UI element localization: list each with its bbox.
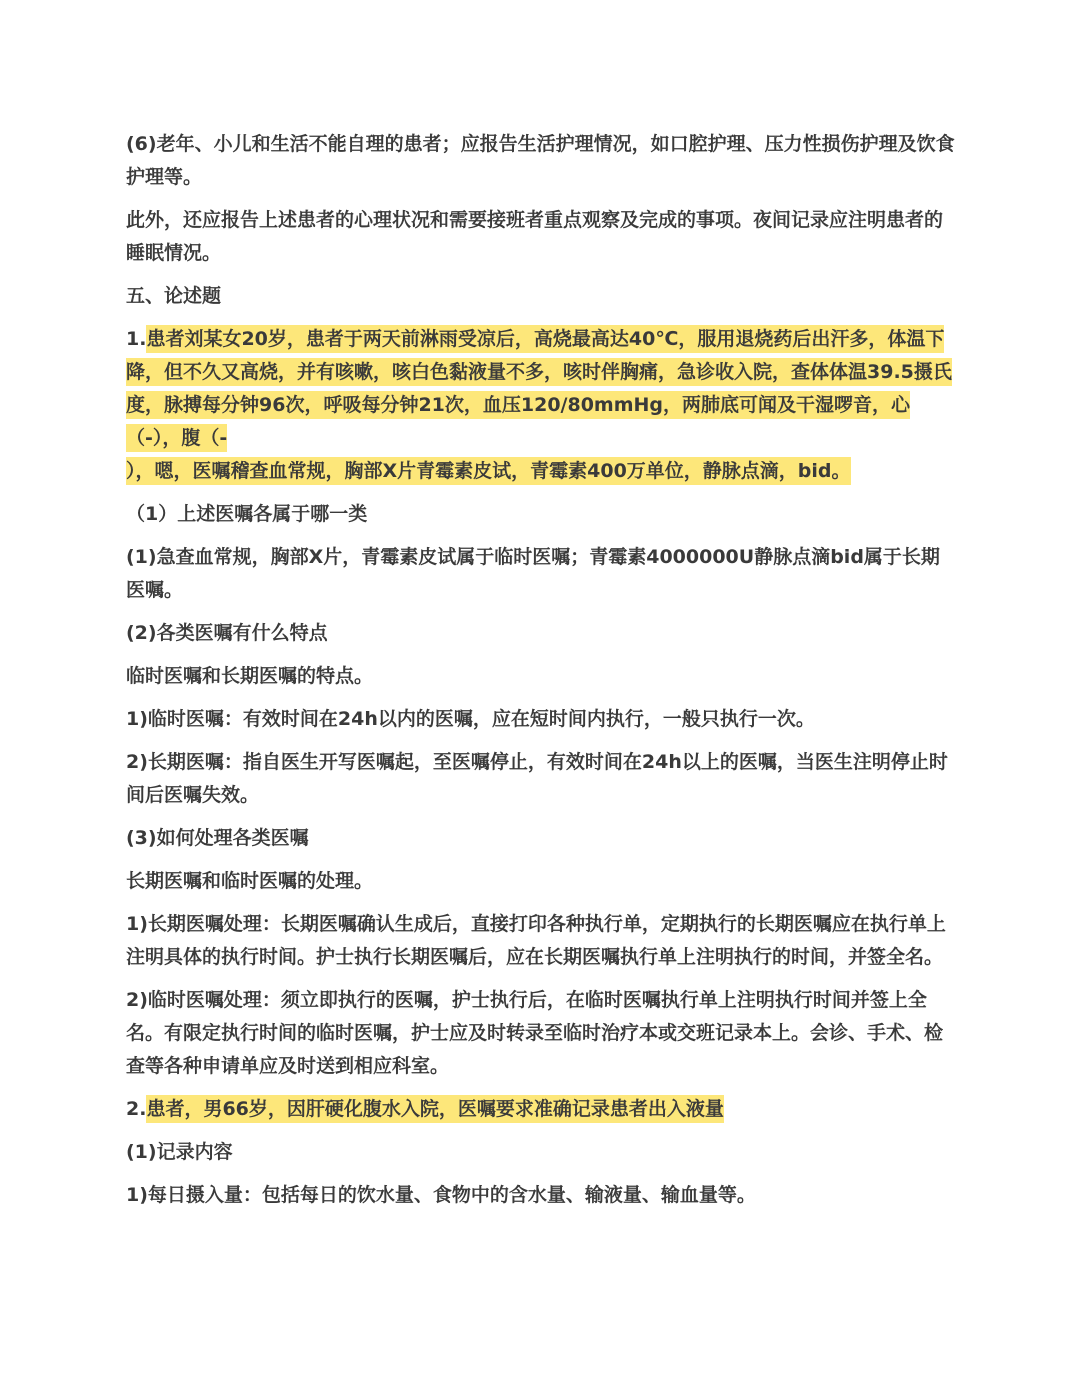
- question-1-case-highlight-continued: ），嗯，医嘱稽查血常规，胸部X片青霉素皮试，青霉素400万单位，静脉点滴，bid。: [126, 457, 851, 485]
- paragraph-elderly-care: (6)老年、小儿和生活不能自理的患者；应报告生活护理情况，如口腔护理、压力性损伤护理及饮食护理等。: [126, 133, 955, 188]
- question-2-case-highlight: 患者，男66岁，因肝硬化腹水入院，医嘱要求准确记录患者出入液量: [146, 1095, 723, 1123]
- question-1-number: 1.: [126, 328, 147, 350]
- answer-2-intro: 临时医嘱和长期医嘱的特点。: [126, 665, 374, 687]
- subquestion-2: (2)各类医嘱有什么特点: [126, 622, 328, 644]
- subquestion-3: (3)如何处理各类医嘱: [126, 827, 309, 849]
- answer-3-long-term: 1)长期医嘱处理：长期医嘱确认生成后，直接打印各种执行单，定期执行的长期医嘱应在执行单上注明具体的执行时间。护士执行长期医嘱后，应在长期医嘱执行单上注明执行的时间，并签全名。: [126, 913, 946, 968]
- answer-2-temporary: 1)临时医嘱：有效时间在24h以内的医嘱，应在短时间内执行，一般只执行一次。: [126, 708, 815, 730]
- section-heading-essay: 五、论述题: [126, 285, 222, 307]
- question-2-number: 2.: [126, 1098, 147, 1120]
- question-2-subheading: (1)记录内容: [126, 1141, 233, 1163]
- answer-1: (1)急查血常规，胸部X片，青霉素皮试属于临时医嘱；青霉素4000000U静脉点滴bid属于长期医嘱。: [126, 546, 940, 601]
- answer-3-temporary: 2)临时医嘱处理：须立即执行的医嘱，护士执行后，在临时医嘱执行单上注明执行时间并签上全名。有限定执行时间的临时医嘱，护士应及时转录至临时治疗本或交班记录本上。会诊、手术、检查等各种申请单应及时送到相应科室。: [126, 989, 944, 1077]
- question-2: [126, 1093, 956, 1126]
- paragraph-psychological-status: 此外，还应报告上述患者的心理状况和需要接班者重点观察及完成的事项。夜间记录应注明患者的睡眠情况。: [126, 209, 944, 264]
- answer-2-long-term: 2)长期医嘱：指自医生开写医嘱起，至医嘱停止，有效时间在24h以上的医嘱，当医生注明停止时间后医嘱失效。: [126, 751, 948, 806]
- question-1-case-highlight: 患者刘某女20岁，患者于两天前淋雨受凉后，高烧最高达40℃，服用退烧药后出汗多，体温下降，但不久又高烧，并有咳嗽，咳白色黏液量不多，咳时伴胸痛，急诊收入院，查体体温39.5摄氏度，脉搏每分钟96次，呼吸每分钟21次，血压120/80mmHg，两肺底可闻及干湿啰音，心（-），腹（-: [126, 325, 952, 452]
- document-page: [126, 128, 956, 1222]
- question-1: [126, 323, 956, 488]
- question-2-answer-intake: 1)每日摄入量：包括每日的饮水量、食物中的含水量、输液量、输血量等。: [126, 1184, 756, 1206]
- answer-3-intro: 长期医嘱和临时医嘱的处理。: [126, 870, 374, 892]
- subquestion-1: （1）上述医嘱各属于哪一类: [126, 503, 368, 525]
